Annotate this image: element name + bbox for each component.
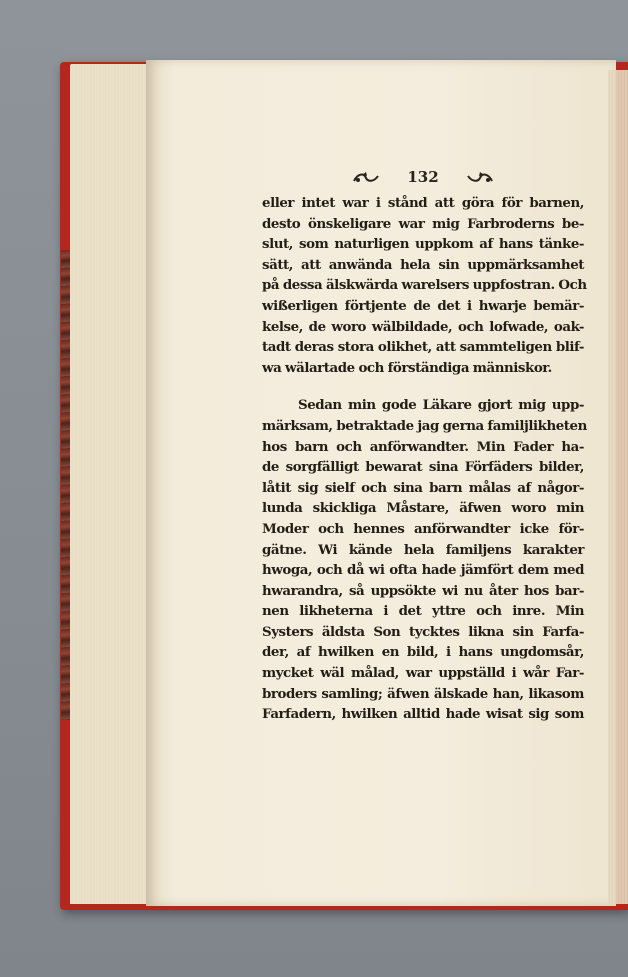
paragraph-2 bbox=[262, 395, 587, 725]
text-line: hos barn och anförwandter. Min Fader ha- bbox=[262, 438, 584, 455]
text-line: Moder och hennes anförwandter icke för- bbox=[262, 520, 584, 537]
paragraph-gap bbox=[262, 378, 584, 395]
text-line: låtit sig sielf och sina barn målas af någor- bbox=[262, 479, 584, 496]
text-line: slut, som naturligen uppkom af hans tänke- bbox=[262, 236, 584, 253]
text-line: lunda skickliga Måstare, äfwen woro min bbox=[262, 500, 584, 517]
fleuron-left-icon bbox=[352, 170, 380, 184]
text-line: på dessa älskwärda warelsers uppfostran. Och bbox=[262, 277, 587, 294]
paragraph-1 bbox=[262, 193, 587, 378]
fleuron-right-icon bbox=[466, 170, 494, 184]
page-number: 132 bbox=[407, 167, 439, 186]
text-line: wißerligen förtjente de det i hwarje bemär- bbox=[262, 297, 584, 314]
text-line: Farfadern, hwilken alltid hade wisat sig som bbox=[262, 706, 584, 723]
text-line: märksam, betraktade jag gerna familjlikheten bbox=[262, 417, 587, 434]
page-edges-right bbox=[608, 70, 628, 904]
page-body-text bbox=[262, 193, 587, 725]
page-edges-left bbox=[70, 64, 148, 904]
text-line: kelse, de woro wälbildade, och lofwade, oak- bbox=[262, 318, 584, 335]
text-line: desto önskeligare war mig Farbroderns be- bbox=[262, 215, 584, 232]
text-line: Systers äldsta Son tycktes likna sin Farfa- bbox=[262, 623, 584, 640]
text-line: der, af hwilken en bild, i hans ungdomsår, bbox=[262, 644, 584, 661]
text-line: nen likheterna i det yttre och inre. Min bbox=[262, 603, 584, 620]
text-line: tadt deras stora olikhet, att sammteligen blif- bbox=[262, 339, 584, 356]
text-line: gätne. Wi kände hela familjens karakter bbox=[262, 541, 584, 558]
text-line: Sedan min gode Läkare gjort mig upp- bbox=[298, 397, 584, 414]
text-line: hwarandra, så uppsökte wi nu åter hos bar- bbox=[262, 582, 584, 599]
text-line: sätt, att anwända hela sin uppmärksamhet bbox=[262, 256, 584, 273]
page-header bbox=[262, 166, 584, 190]
text-line: hwoga, och då wi ofta hade jämfört dem med bbox=[262, 562, 584, 579]
text-line: mycket wäl målad, war uppställd i wår Far- bbox=[262, 665, 584, 682]
text-line: de sorgfälligt bewarat sina Förfäders bilder, bbox=[262, 459, 584, 476]
text-line: broders samling; äfwen älskade han, likasom bbox=[262, 685, 584, 702]
text-line: eller intet war i stånd att göra för barnen, bbox=[262, 195, 584, 211]
text-line: wa wälartade och förständiga människor. bbox=[262, 359, 552, 376]
